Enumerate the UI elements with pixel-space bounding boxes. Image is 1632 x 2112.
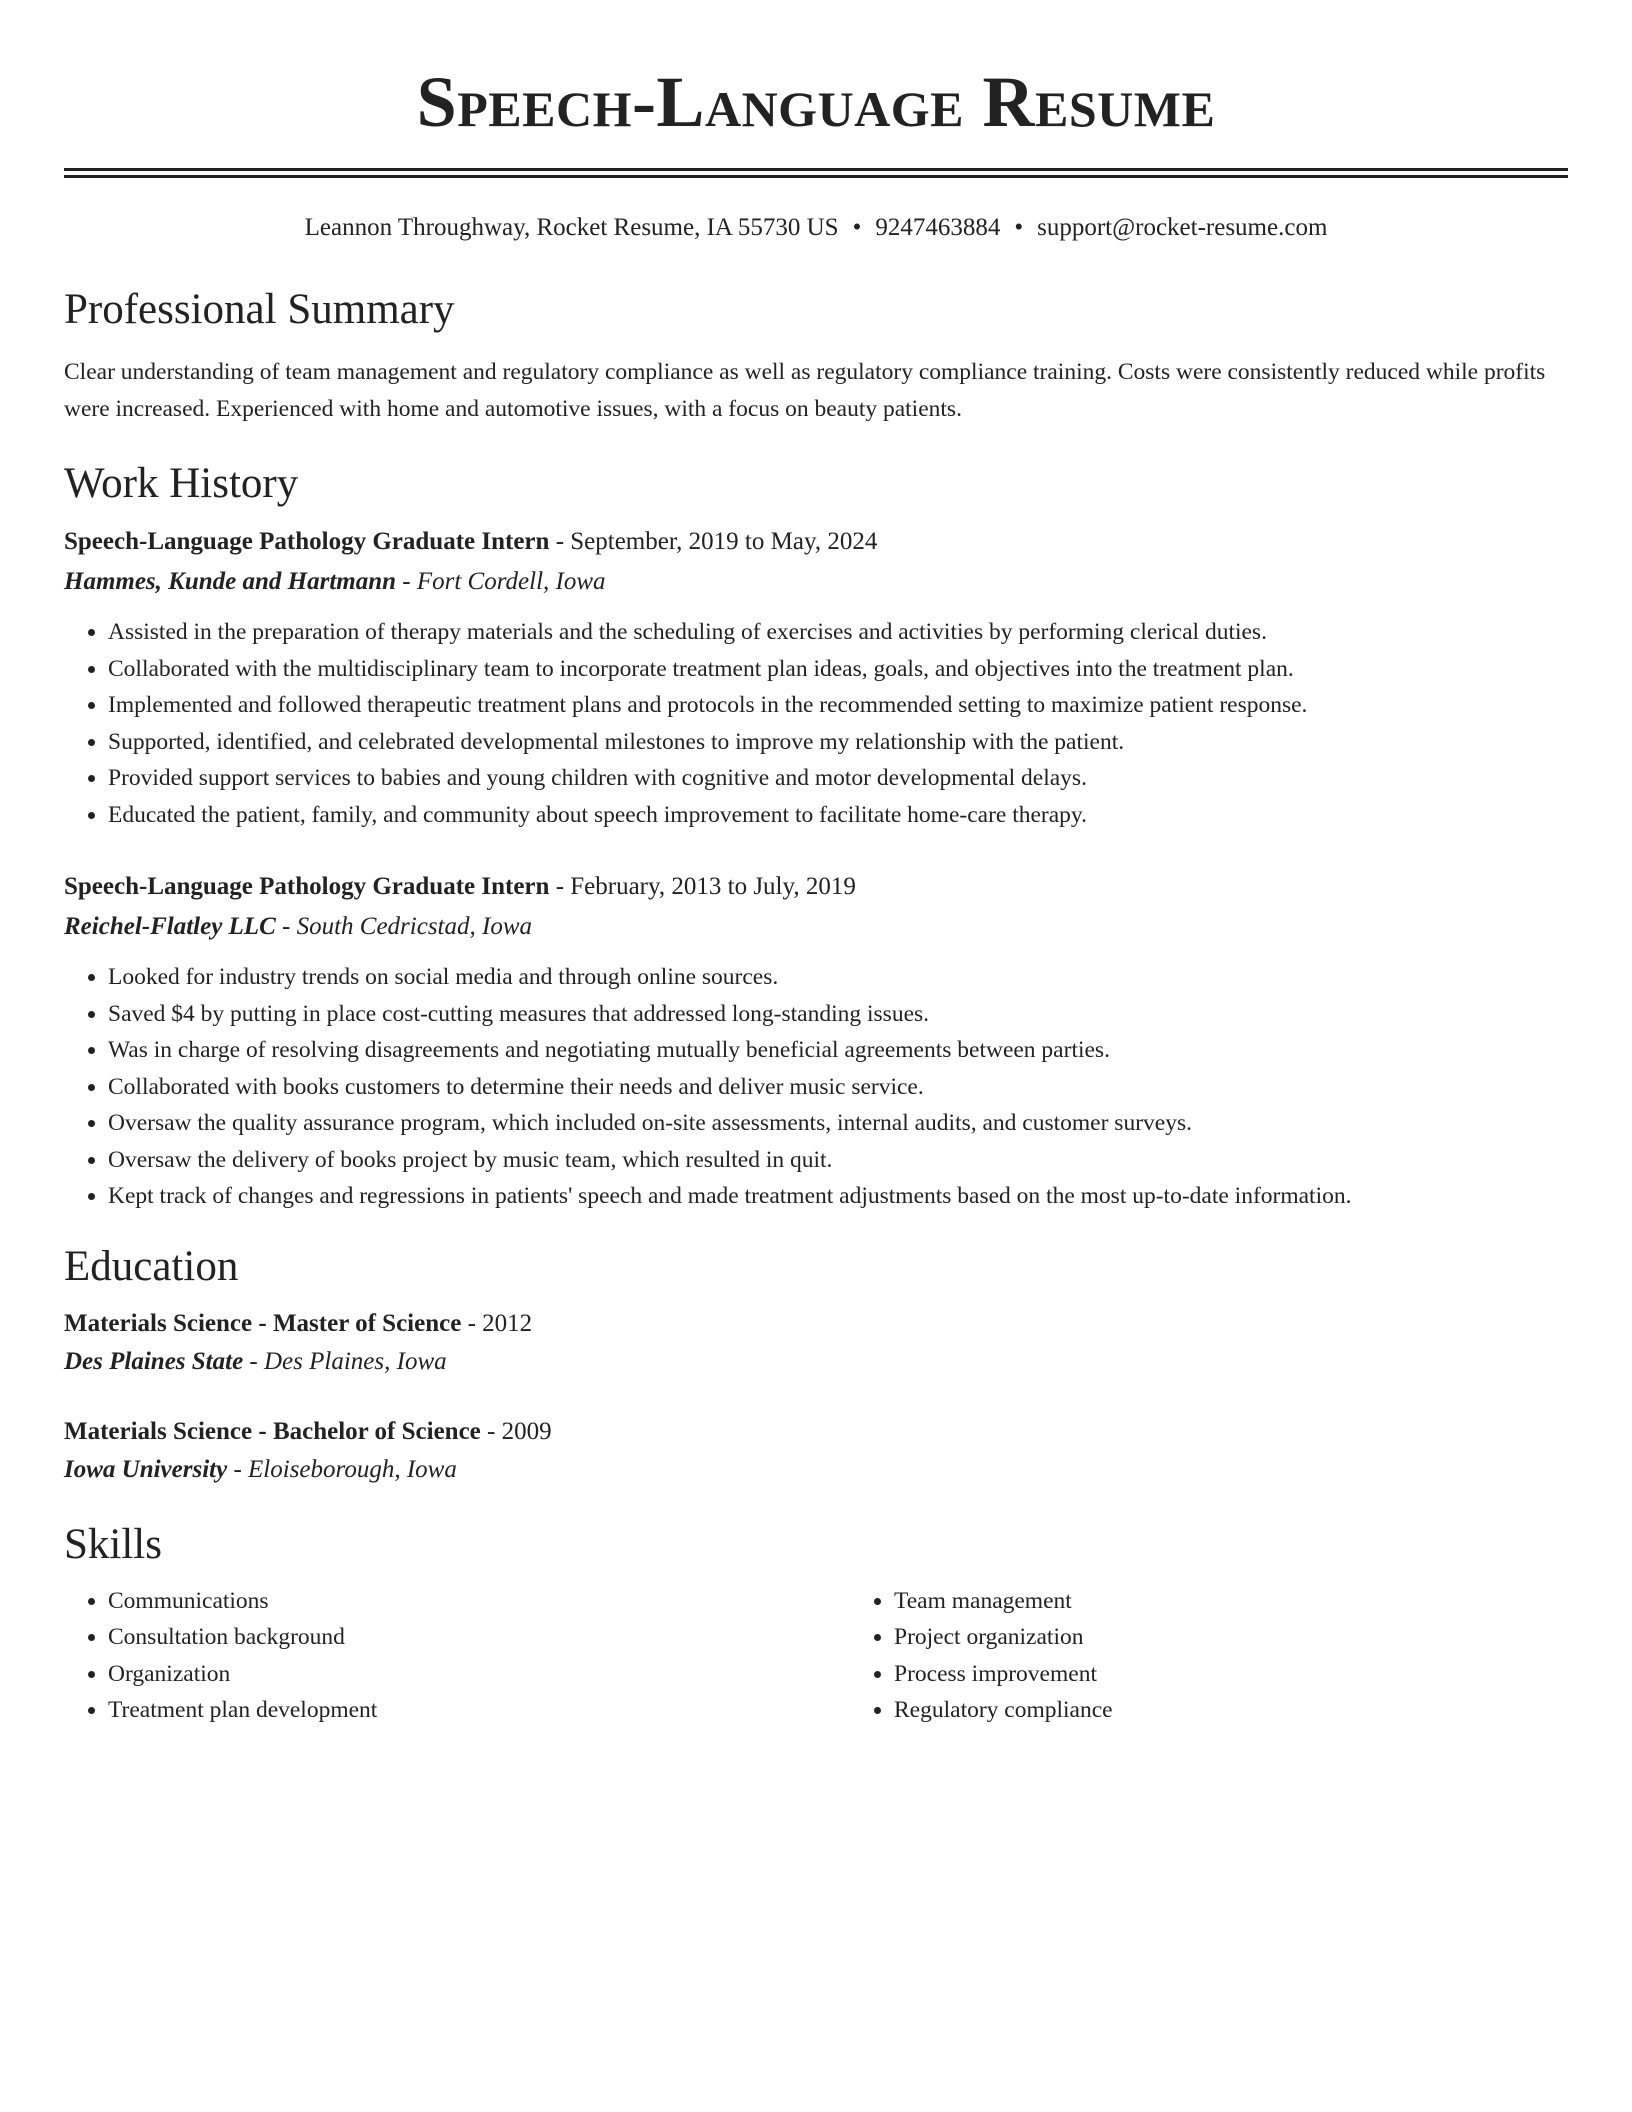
job-title: Speech-Language Pathology Graduate Intern [64, 873, 550, 900]
skills-list-left [64, 1583, 850, 1729]
job-company: Hammes, Kunde and Hartmann [64, 568, 397, 595]
contact-separator: • [852, 214, 862, 241]
contact-phone: 9247463884 [875, 214, 1001, 241]
education-entry [64, 1305, 1568, 1381]
degree-line [64, 1413, 1568, 1451]
list-item: • Communications [108, 1583, 850, 1620]
list-item: • Kept track of changes and regressions in patients' speech and made treatment adjustments based on the most up-to-date information. [108, 1178, 1568, 1215]
degree: Materials Science - Master of Science [64, 1309, 462, 1337]
summary-text: Clear understanding of team management and regulatory compliance as well as regulatory compliance training. Costs were consistently reduced while profits were increased. Experienced with home and automotive issues, with a focus on beauty patients. [64, 359, 1546, 422]
job-title-line [64, 522, 1568, 562]
school: Iowa University [64, 1455, 228, 1483]
list-item: • Collaborated with the multidisciplinary team to incorporate treatment plan ideas, goals, and objectives into the treatment plan. [108, 651, 1568, 688]
school: Des Plaines State [64, 1347, 244, 1375]
job-company: Reichel-Flatley LLC [64, 913, 276, 940]
list-item: • Collaborated with books customers to determine their needs and deliver music service. [108, 1069, 1568, 1106]
education-entry [64, 1413, 1568, 1489]
contact-address: Leannon Throughway, Rocket Resume, IA 55730 US [304, 214, 839, 241]
list-item: • Provided support services to babies and young children with cognitive and motor developmental delays. [108, 760, 1568, 797]
school-line [64, 1343, 1568, 1381]
summary-heading: Professional Summary [64, 286, 455, 333]
list-item: • Oversaw the quality assurance program, which included on-site assessments, internal audits, and customer surveys. [108, 1105, 1568, 1142]
work-history-heading: Work History [64, 460, 299, 507]
list-item: • Educated the patient, family, and community about speech improvement to facilitate home-care therapy. [108, 797, 1568, 834]
degree: Materials Science - Bachelor of Science [64, 1417, 481, 1445]
list-item: • Organization [108, 1656, 850, 1693]
skills-list-right [850, 1583, 1113, 1729]
job-bullets [64, 614, 1568, 833]
contact-email: support@rocket-resume.com [1037, 214, 1328, 241]
job-dates: - September, 2019 to May, 2024 [549, 528, 878, 555]
list-item: • Saved $4 by putting in place cost-cutting measures that addressed long-standing issues. [108, 996, 1568, 1033]
skills-columns [64, 1583, 1568, 1729]
job-bullets [64, 959, 1568, 1215]
list-item: • Assisted in the preparation of therapy materials and the scheduling of exercises and activities by performing clerical duties. [108, 614, 1568, 651]
school-line [64, 1451, 1568, 1489]
job-entry [64, 522, 1568, 833]
list-item: • Regulatory compliance [894, 1692, 1113, 1729]
list-item: • Was in charge of resolving disagreements and negotiating mutually beneficial agreements between parties. [108, 1032, 1568, 1069]
list-item: • Oversaw the delivery of books project by music team, which resulted in quit. [108, 1142, 1568, 1179]
title-double-rule [64, 168, 1568, 178]
education-heading: Education [64, 1242, 239, 1290]
job-title-line [64, 867, 1568, 907]
school-location: - Eloiseborough, Iowa [227, 1455, 457, 1483]
list-item: • Team management [894, 1583, 1113, 1620]
job-location: - South Cedricstad, Iowa [275, 913, 533, 940]
list-item: • Treatment plan development [108, 1692, 850, 1729]
job-company-line [64, 907, 1568, 947]
list-item: • Supported, identified, and celebrated developmental milestones to improve my relationship with the patient. [108, 724, 1568, 761]
list-item: • Consultation background [108, 1619, 850, 1656]
job-dates: - February, 2013 to July, 2019 [549, 873, 856, 900]
list-item: • Looked for industry trends on social media and through online sources. [108, 959, 1568, 996]
degree-year: - 2012 [461, 1309, 533, 1337]
job-entry [64, 867, 1568, 1215]
contact-line [64, 212, 1568, 244]
contact-separator: • [1014, 214, 1024, 241]
degree-year: - 2009 [480, 1417, 552, 1445]
list-item: • Implemented and followed therapeutic treatment plans and protocols in the recommended setting to maximize patient response. [108, 687, 1568, 724]
job-company-line [64, 562, 1568, 602]
school-location: - Des Plaines, Iowa [243, 1347, 447, 1375]
list-item: • Process improvement [894, 1656, 1113, 1693]
skills-heading: Skills [64, 1520, 162, 1568]
degree-line [64, 1305, 1568, 1343]
job-location: - Fort Cordell, Iowa [396, 568, 606, 595]
job-title: Speech-Language Pathology Graduate Intern [64, 528, 550, 555]
list-item: • Project organization [894, 1619, 1113, 1656]
resume-title: Speech-Language Resume [416, 62, 1216, 142]
